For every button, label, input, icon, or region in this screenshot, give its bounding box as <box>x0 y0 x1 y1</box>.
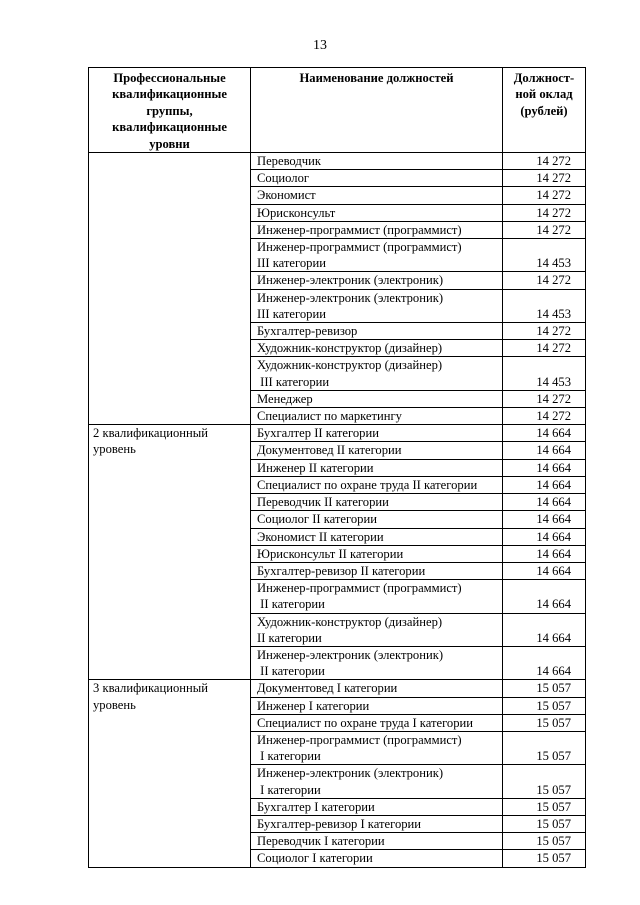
position-cell: Бухгалтер-ревизор I категории <box>251 815 503 832</box>
position-cell: Инженер-программист (программист) III категории <box>251 239 503 272</box>
salary-cell: 15 057 <box>503 798 586 815</box>
salary-cell: 14 664 <box>503 425 586 442</box>
salary-cell: 15 057 <box>503 833 586 850</box>
salary-cell: 14 664 <box>503 494 586 511</box>
salary-cell: 14 453 <box>503 239 586 272</box>
position-cell: Менеджер <box>251 390 503 407</box>
position-cell: Социолог I категории <box>251 850 503 867</box>
position-cell: Юрисконсульт <box>251 204 503 221</box>
table-body <box>89 153 586 868</box>
table-row <box>89 425 586 442</box>
position-cell: Документовед II категории <box>251 442 503 459</box>
salary-cell: 14 664 <box>503 646 586 679</box>
salary-cell: 14 664 <box>503 511 586 528</box>
position-cell: Инженер-электроник (электроник) I категории <box>251 765 503 798</box>
header-salary: Должност-ной оклад (рублей) <box>503 68 586 153</box>
group-cell: 3 квалификационный уровень <box>89 680 251 867</box>
salary-cell: 14 664 <box>503 580 586 613</box>
position-cell: Инженер-программист (программист) <box>251 221 503 238</box>
position-cell: Переводчик I категории <box>251 833 503 850</box>
salary-cell: 15 057 <box>503 731 586 764</box>
position-cell: Инженер I категории <box>251 697 503 714</box>
salary-cell: 15 057 <box>503 815 586 832</box>
position-cell: Инженер-программист (программист) I категории <box>251 731 503 764</box>
position-cell: Художник-конструктор (дизайнер) II категории <box>251 613 503 646</box>
position-cell: Инженер-электроник (электроник) <box>251 272 503 289</box>
position-cell: Документовед I категории <box>251 680 503 697</box>
position-cell: Переводчик II категории <box>251 494 503 511</box>
salary-cell: 14 664 <box>503 545 586 562</box>
salary-cell: 14 272 <box>503 390 586 407</box>
position-cell: Бухгалтер-ревизор <box>251 323 503 340</box>
position-cell: Бухгалтер I категории <box>251 798 503 815</box>
position-cell: Специалист по маркетингу <box>251 408 503 425</box>
table-header <box>89 68 586 153</box>
position-cell: Бухгалтер-ревизор II категории <box>251 562 503 579</box>
position-cell: Юрисконсульт II категории <box>251 545 503 562</box>
salary-table <box>88 67 586 868</box>
salary-cell: 14 664 <box>503 562 586 579</box>
salary-cell: 14 664 <box>503 476 586 493</box>
header-row <box>89 68 586 153</box>
salary-cell: 15 057 <box>503 680 586 697</box>
position-cell: Социолог II категории <box>251 511 503 528</box>
salary-cell: 14 453 <box>503 289 586 322</box>
salary-cell: 14 272 <box>503 340 586 357</box>
salary-cell: 14 664 <box>503 442 586 459</box>
position-cell: Специалист по охране труда I категории <box>251 714 503 731</box>
header-group: Профессиональные квалификационные группы, квалификационные уровни <box>89 68 251 153</box>
salary-cell: 15 057 <box>503 697 586 714</box>
salary-cell: 14 272 <box>503 323 586 340</box>
position-cell: Инженер II категории <box>251 459 503 476</box>
salary-cell: 14 272 <box>503 221 586 238</box>
position-cell: Специалист по охране труда II категории <box>251 476 503 493</box>
group-cell: 2 квалификационный уровень <box>89 425 251 680</box>
position-cell: Инженер-электроник (электроник) III категории <box>251 289 503 322</box>
header-position: Наименование должностей <box>251 68 503 153</box>
salary-cell: 14 664 <box>503 528 586 545</box>
position-cell: Инженер-электроник (электроник) II категории <box>251 646 503 679</box>
position-cell: Бухгалтер II категории <box>251 425 503 442</box>
salary-cell: 14 272 <box>503 170 586 187</box>
salary-cell: 14 664 <box>503 613 586 646</box>
salary-cell: 15 057 <box>503 765 586 798</box>
position-cell: Экономист II категории <box>251 528 503 545</box>
salary-cell: 14 272 <box>503 153 586 170</box>
salary-cell: 14 272 <box>503 204 586 221</box>
position-cell: Художник-конструктор (дизайнер) <box>251 340 503 357</box>
table-row <box>89 153 586 170</box>
salary-cell: 14 272 <box>503 408 586 425</box>
page-number: 13 <box>313 38 327 53</box>
position-cell: Художник-конструктор (дизайнер) III категории <box>251 357 503 390</box>
table-row <box>89 680 586 697</box>
salary-cell: 14 664 <box>503 459 586 476</box>
salary-cell: 14 453 <box>503 357 586 390</box>
position-cell: Переводчик <box>251 153 503 170</box>
salary-cell: 15 057 <box>503 850 586 867</box>
salary-cell: 14 272 <box>503 272 586 289</box>
salary-cell: 14 272 <box>503 187 586 204</box>
position-cell: Экономист <box>251 187 503 204</box>
position-cell: Социолог <box>251 170 503 187</box>
position-cell: Инженер-программист (программист) II категории <box>251 580 503 613</box>
group-cell <box>89 153 251 425</box>
salary-cell: 15 057 <box>503 714 586 731</box>
